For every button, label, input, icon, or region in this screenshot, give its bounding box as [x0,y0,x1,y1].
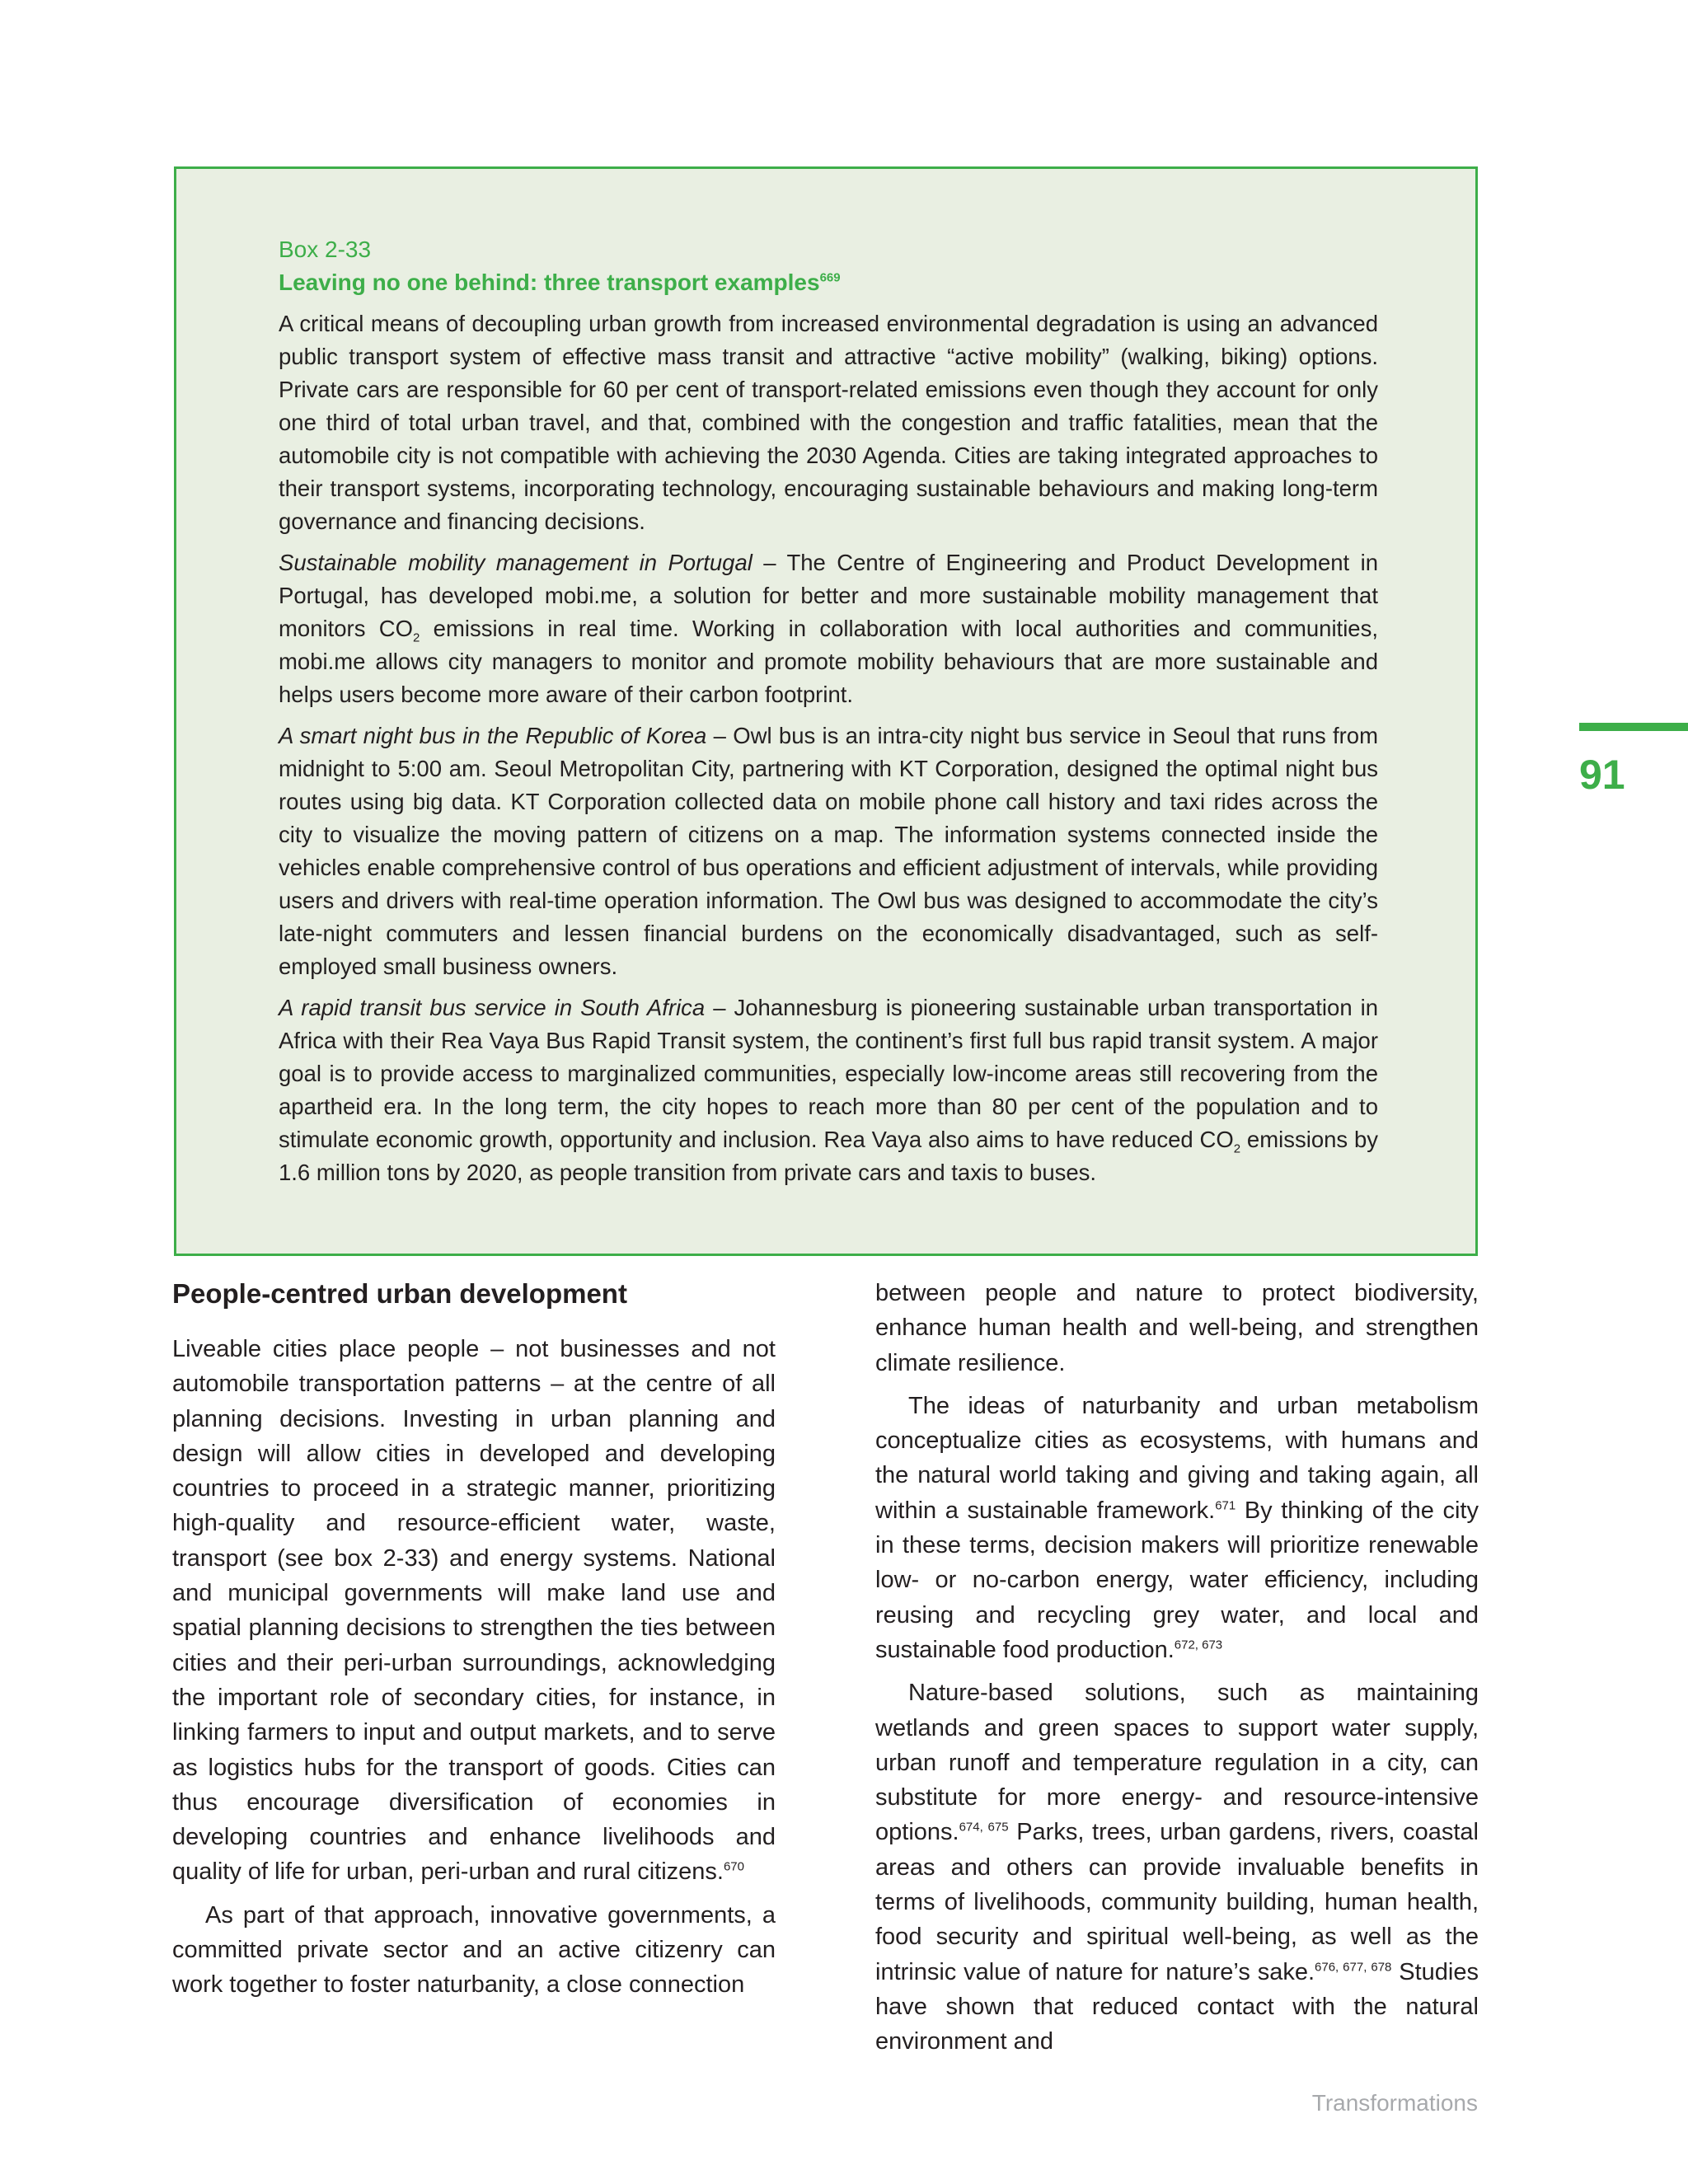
box-south-africa-paragraph [279,991,1378,1189]
running-footer: Transformations [1311,2090,1478,2116]
south-africa-text-1: – Johannesburg is pioneering sustainable urban transportation in Africa with their Rea Vaya Bus Rapid Transit system, the continent’s first full bus rapid transit system. A major goal is to provide access to marginalized communities, especially low-income areas still recovering from the apartheid era. In the long term, the city hopes to reach more than 80 per cent of the population and to stimulate economic growth, opportunity and inclusion. Rea Vaya also aims to have reduced CO [279,995,1379,1152]
footnote-ref: 670 [723,1859,744,1874]
page-tab-rule [1579,723,1688,731]
korea-text: – Owl bus is an intra-city night bus service in Seoul that runs from midnight to 5:00 am. Seoul Metropolitan City, partnering with KT Corporation, designed the optimal night bus routes using big data. KT Corporation collected data on mobile phone call history and taxi rides across the city to visualize the moving pattern of citizens on a map. The information systems connected inside the vehicles enable comprehensive control of bus operations and efficient adjustment of intervals, while providing users and drivers with real-time operation information. The Owl bus was designed to accommodate the city’s late-night commuters and lessen financial burdens on the economically disadvantaged, such as self-employed small business owners. [279,723,1378,979]
box-title [279,266,1378,299]
paragraph-text: By thinking of the city in these terms, decision makers will prioritize renewable low- or no-carbon energy, water efficiency, including reusing and recycling grey water, and local and sustainable food production. [875,1497,1479,1663]
co2-subscript: 2 [1233,1141,1241,1156]
box-korea-paragraph [279,719,1378,983]
right-column [875,1276,1479,2068]
box-content [279,233,1378,1189]
box-title-text: Leaving no one behind: three transport examples [279,269,820,295]
body-paragraph-continued: between people and nature to protect biodiversity, enhance human health and well-being, and strengthen climate resilience. [875,1280,1479,1376]
portugal-text-2: emissions in real time. Working in collaboration with local authorities and communities, mobi.me allows city managers to monitor and promote mobility behaviours that are more sustainable and helps users become more aware of their carbon footprint. [279,616,1378,707]
footnote-ref: 671 [1215,1498,1236,1513]
co2-subscript: 2 [413,630,420,645]
paragraph-text: Studies have shown that reduced contact with the natural environment and [875,1958,1479,2055]
left-column [172,1276,776,2011]
korea-heading: A smart night bus in the Republic of Korea [279,723,707,748]
paragraph-text: Nature-based solutions, such as maintaining wetlands and green spaces to support water supply, urban runoff and temperature regulation in a city, can substitute for more energy- and resource-intensive options. [875,1680,1479,1846]
footnote-ref: 676, 677, 678 [1315,1959,1392,1974]
paragraph-text: The ideas of naturbanity and urban metabolism conceptualize cities as ecosystems, with humans and the natural world taking and giving and taking again, all within a sustainable framework. [875,1392,1479,1524]
south-africa-text-2: emissions by 1.6 million tons by 2020, as people transition from private cars and taxis to buses. [279,1127,1379,1185]
portugal-heading: Sustainable mobility management in Portugal [279,550,753,575]
paragraph-text: Liveable cities place people – not businesses and not automobile transportation patterns – at the centre of all planning decisions. Investing in urban planning and design will allow cities in developed and developing countries to proceed in a strategic manner, prioritizing high-quality and resource-efficient water, waste, transport (see box 2-33) and energy systems. National and municipal governments will make land use and spatial planning decisions to strengthen the ties between cities and their peri-urban surroundings, acknowledging the important role of secondary cities, for instance, in linking farmers to input and output markets, and to serve as logistics hubs for the transport of goods. Cities can thus encourage diversification of economies in developing countries and enhance livelihoods and quality of life for urban, peri-urban and rural citizens. [172,1336,776,1886]
south-africa-heading: A rapid transit bus service in South Africa [279,995,706,1020]
paragraph-text: Parks, trees, urban gardens, rivers, coastal areas and others can provide invaluable benefits in terms of livelihoods, community building, human health, food security and spiritual well-being, as well as the intrinsic value of nature for nature’s sake. [875,1819,1479,1985]
page-number: 91 [1579,752,1625,798]
footnote-ref: 672, 673 [1174,1638,1223,1652]
body-paragraph [172,1332,776,1890]
body-paragraph [875,1389,1479,1667]
footnote-ref: 674, 675 [959,1820,1009,1835]
section-heading: People-centred urban development [172,1278,627,1309]
footnote-ref: 669 [819,270,841,285]
box-intro-paragraph: A critical means of decoupling urban growth from increased environmental degradation is using an advanced public transport system of effective mass transit and attractive “active mobility” (walking, biking) options. Private cars are responsible for 60 per cent of transport-related emissions even though they account for only one third of total urban travel, and that, combined with the congestion and traffic fatalities, mean that the automobile city is not compatible with achieving the 2030 Agenda. Cities are taking integrated approaches to their transport systems, incorporating technology, encouraging sustainable behaviours and making long-term governance and financing decisions. [279,311,1378,534]
box-portugal-paragraph [279,546,1378,711]
body-paragraph: As part of that approach, innovative governments, a committed private sector and an active citizenry can work together to foster naturbanity, a close connection [172,1901,776,1999]
box-label: Box 2-33 [279,237,372,262]
transport-examples-box [174,166,1478,1256]
body-paragraph [875,1675,1479,2059]
portugal-text-1: – The Centre of Engineering and Product Development in Portugal, has developed mobi.me, a solution for better and more sustainable mobility management that monitors CO [279,550,1378,641]
